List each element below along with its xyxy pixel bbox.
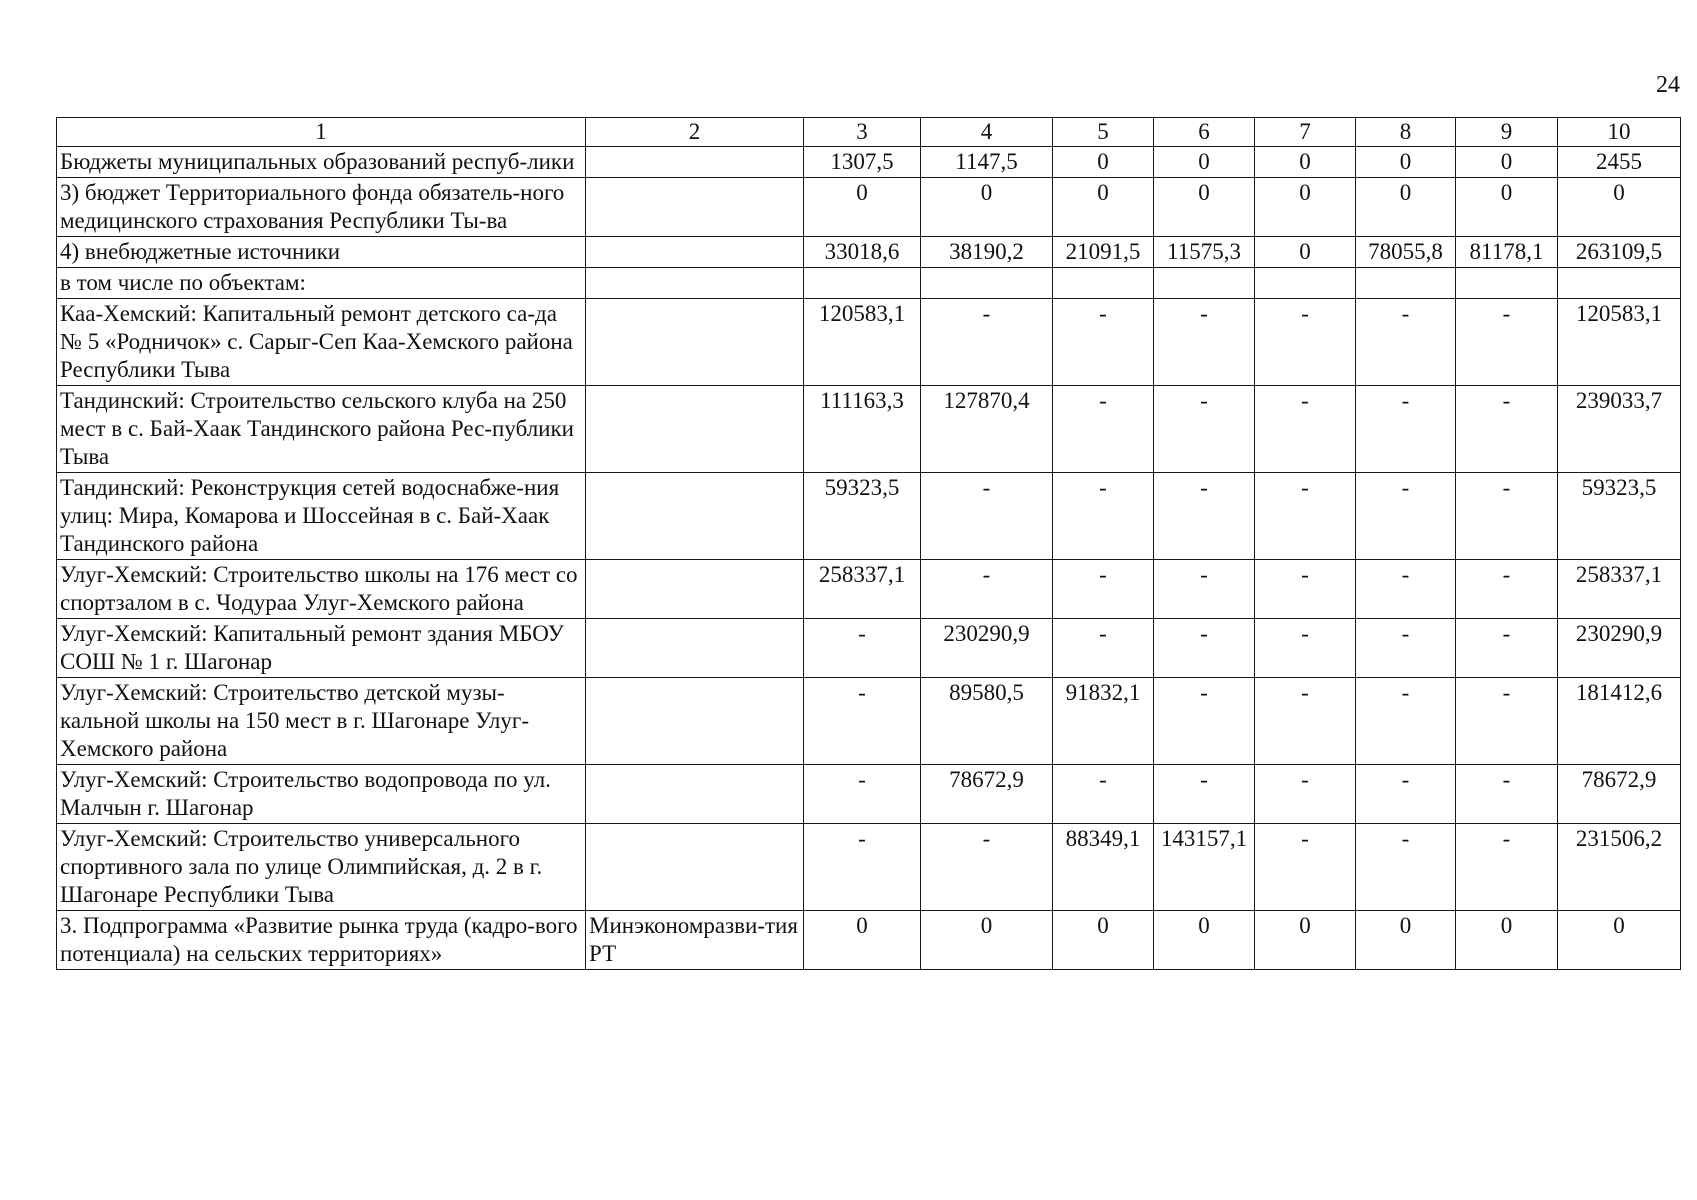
value-cell: -	[1154, 619, 1255, 678]
table-row	[57, 473, 1681, 560]
value-cell: 1307,5	[804, 147, 921, 178]
table-row	[57, 824, 1681, 911]
value-cell: -	[1154, 386, 1255, 473]
row-name-cell: Тандинский: Реконструкция сетей водоснабже-ния улиц: Мира, Комарова и Шоссейная в с. Бай-Хаак Тандинского района	[57, 473, 586, 560]
table-row	[57, 560, 1681, 619]
value-cell: -	[1154, 560, 1255, 619]
value-cell: 120583,1	[1558, 299, 1681, 386]
column-header: 8	[1356, 118, 1456, 147]
value-cell: -	[1053, 560, 1154, 619]
row-name-cell: Каа-Хемский: Капитальный ремонт детского са-да № 5 «Родничок» с. Сарыг-Сеп Каа-Хемского района Республики Тыва	[57, 299, 586, 386]
value-cell: -	[1356, 386, 1456, 473]
value-cell: 181412,6	[1558, 678, 1681, 765]
value-cell: 0	[921, 178, 1053, 237]
column-header: 3	[804, 118, 921, 147]
value-cell: -	[1356, 765, 1456, 824]
value-cell: -	[804, 824, 921, 911]
value-cell: 239033,7	[1558, 386, 1681, 473]
value-cell: 120583,1	[804, 299, 921, 386]
table-row	[57, 911, 1681, 970]
responsible-cell	[586, 765, 804, 824]
value-cell: 258337,1	[804, 560, 921, 619]
value-cell: -	[1356, 824, 1456, 911]
value-cell: 78055,8	[1356, 237, 1456, 268]
value-cell: -	[921, 560, 1053, 619]
table-row	[57, 299, 1681, 386]
value-cell: -	[1356, 678, 1456, 765]
value-cell: -	[1255, 619, 1356, 678]
value-cell: 33018,6	[804, 237, 921, 268]
value-cell: 0	[1456, 911, 1558, 970]
value-cell: 0	[1154, 147, 1255, 178]
page-number: 24	[1656, 72, 1680, 98]
responsible-cell	[586, 299, 804, 386]
value-cell	[1255, 268, 1356, 299]
table-row	[57, 678, 1681, 765]
value-cell: -	[1456, 619, 1558, 678]
value-cell: -	[1356, 299, 1456, 386]
column-header: 4	[921, 118, 1053, 147]
responsible-cell	[586, 678, 804, 765]
responsible-cell	[586, 147, 804, 178]
value-cell: 88349,1	[1053, 824, 1154, 911]
value-cell: 38190,2	[921, 237, 1053, 268]
value-cell: -	[1255, 765, 1356, 824]
column-header: 5	[1053, 118, 1154, 147]
value-cell: -	[1255, 824, 1356, 911]
value-cell: 91832,1	[1053, 678, 1154, 765]
value-cell: -	[1456, 560, 1558, 619]
value-cell	[921, 268, 1053, 299]
column-header: 7	[1255, 118, 1356, 147]
value-cell: -	[1053, 765, 1154, 824]
table-row	[57, 619, 1681, 678]
value-cell: -	[1255, 473, 1356, 560]
value-cell: 11575,3	[1154, 237, 1255, 268]
value-cell: 0	[1053, 178, 1154, 237]
value-cell: -	[1154, 299, 1255, 386]
value-cell: 258337,1	[1558, 560, 1681, 619]
responsible-cell	[586, 619, 804, 678]
value-cell: -	[1154, 765, 1255, 824]
value-cell: -	[1456, 765, 1558, 824]
row-name-cell: Улуг-Хемский: Капитальный ремонт здания МБОУ СОШ № 1 г. Шагонар	[57, 619, 586, 678]
value-cell: -	[1456, 824, 1558, 911]
row-name-cell: Улуг-Хемский: Строительство детской музы-кальной школы на 150 мест в г. Шагонаре Улуг-Хемского района	[57, 678, 586, 765]
responsible-cell: Минэкономразви-тия РТ	[586, 911, 804, 970]
value-cell	[1558, 268, 1681, 299]
value-cell: 0	[1154, 911, 1255, 970]
column-header: 10	[1558, 118, 1681, 147]
column-header: 2	[586, 118, 804, 147]
table-row	[57, 178, 1681, 237]
value-cell: -	[804, 678, 921, 765]
value-cell: -	[1356, 619, 1456, 678]
responsible-cell	[586, 824, 804, 911]
value-cell: 0	[1255, 237, 1356, 268]
value-cell: 78672,9	[1558, 765, 1681, 824]
value-cell: 0	[1154, 178, 1255, 237]
value-cell: -	[921, 824, 1053, 911]
value-cell: -	[1154, 678, 1255, 765]
row-name-cell: 3. Подпрограмма «Развитие рынка труда (кадро-вого потенциала) на сельских территориях»	[57, 911, 586, 970]
header-row	[57, 118, 1681, 147]
value-cell: -	[1053, 473, 1154, 560]
value-cell: 143157,1	[1154, 824, 1255, 911]
value-cell	[1456, 268, 1558, 299]
value-cell: 0	[921, 911, 1053, 970]
row-name-cell: Улуг-Хемский: Строительство водопровода по ул. Малчын г. Шагонар	[57, 765, 586, 824]
value-cell: 0	[1053, 147, 1154, 178]
value-cell: -	[1255, 299, 1356, 386]
value-cell: -	[1456, 678, 1558, 765]
responsible-cell	[586, 237, 804, 268]
row-name-cell: Тандинский: Строительство сельского клуба на 250 мест в с. Бай-Хаак Тандинского района Рес-публики Тыва	[57, 386, 586, 473]
value-cell: -	[921, 473, 1053, 560]
value-cell: -	[1154, 473, 1255, 560]
row-name-cell: Улуг-Хемский: Строительство универсального спортивного зала по улице Олимпийская, д. 2 в г. Шагонаре Республики Тыва	[57, 824, 586, 911]
value-cell: 230290,9	[921, 619, 1053, 678]
value-cell	[1053, 268, 1154, 299]
value-cell: 1147,5	[921, 147, 1053, 178]
value-cell: 0	[1558, 911, 1681, 970]
value-cell: 0	[1356, 911, 1456, 970]
table-row	[57, 268, 1681, 299]
row-name-cell: в том числе по объектам:	[57, 268, 586, 299]
responsible-cell	[586, 473, 804, 560]
column-header: 1	[57, 118, 586, 147]
value-cell: 59323,5	[804, 473, 921, 560]
row-name-cell: Бюджеты муниципальных образований респуб-лики	[57, 147, 586, 178]
value-cell: -	[1255, 560, 1356, 619]
value-cell: 21091,5	[1053, 237, 1154, 268]
budget-table	[56, 117, 1681, 970]
value-cell: 230290,9	[1558, 619, 1681, 678]
table-row	[57, 765, 1681, 824]
value-cell: 0	[1356, 178, 1456, 237]
value-cell: 127870,4	[921, 386, 1053, 473]
value-cell: 0	[1356, 147, 1456, 178]
value-cell: -	[804, 765, 921, 824]
responsible-cell	[586, 560, 804, 619]
value-cell: -	[1255, 678, 1356, 765]
value-cell: -	[1356, 560, 1456, 619]
value-cell: -	[1053, 619, 1154, 678]
value-cell: 2455	[1558, 147, 1681, 178]
value-cell: 78672,9	[921, 765, 1053, 824]
responsible-cell	[586, 386, 804, 473]
value-cell: 0	[1456, 147, 1558, 178]
value-cell: 0	[1558, 178, 1681, 237]
responsible-cell	[586, 268, 804, 299]
value-cell: 0	[804, 178, 921, 237]
value-cell: -	[1456, 299, 1558, 386]
value-cell: 0	[1255, 178, 1356, 237]
value-cell	[1356, 268, 1456, 299]
value-cell: -	[1456, 386, 1558, 473]
value-cell: -	[1255, 386, 1356, 473]
value-cell: 231506,2	[1558, 824, 1681, 911]
value-cell	[804, 268, 921, 299]
responsible-cell	[586, 178, 804, 237]
column-header: 6	[1154, 118, 1255, 147]
value-cell: -	[1053, 386, 1154, 473]
value-cell: 0	[804, 911, 921, 970]
value-cell: -	[921, 299, 1053, 386]
value-cell: -	[804, 619, 921, 678]
value-cell: 89580,5	[921, 678, 1053, 765]
row-name-cell: 3) бюджет Территориального фонда обязатель-ного медицинского страхования Республики Ты-ва	[57, 178, 586, 237]
value-cell: 111163,3	[804, 386, 921, 473]
value-cell	[1154, 268, 1255, 299]
value-cell: 0	[1255, 911, 1356, 970]
value-cell: -	[1053, 299, 1154, 386]
table-row	[57, 147, 1681, 178]
table-row	[57, 386, 1681, 473]
value-cell: 0	[1255, 147, 1356, 178]
value-cell: 59323,5	[1558, 473, 1681, 560]
value-cell: -	[1456, 473, 1558, 560]
value-cell: 263109,5	[1558, 237, 1681, 268]
value-cell: -	[1356, 473, 1456, 560]
value-cell: 0	[1053, 911, 1154, 970]
row-name-cell: Улуг-Хемский: Строительство школы на 176 мест со спортзалом в с. Чодураа Улуг-Хемского района	[57, 560, 586, 619]
value-cell: 0	[1456, 178, 1558, 237]
table-row	[57, 237, 1681, 268]
row-name-cell: 4) внебюджетные источники	[57, 237, 586, 268]
value-cell: 81178,1	[1456, 237, 1558, 268]
column-header: 9	[1456, 118, 1558, 147]
